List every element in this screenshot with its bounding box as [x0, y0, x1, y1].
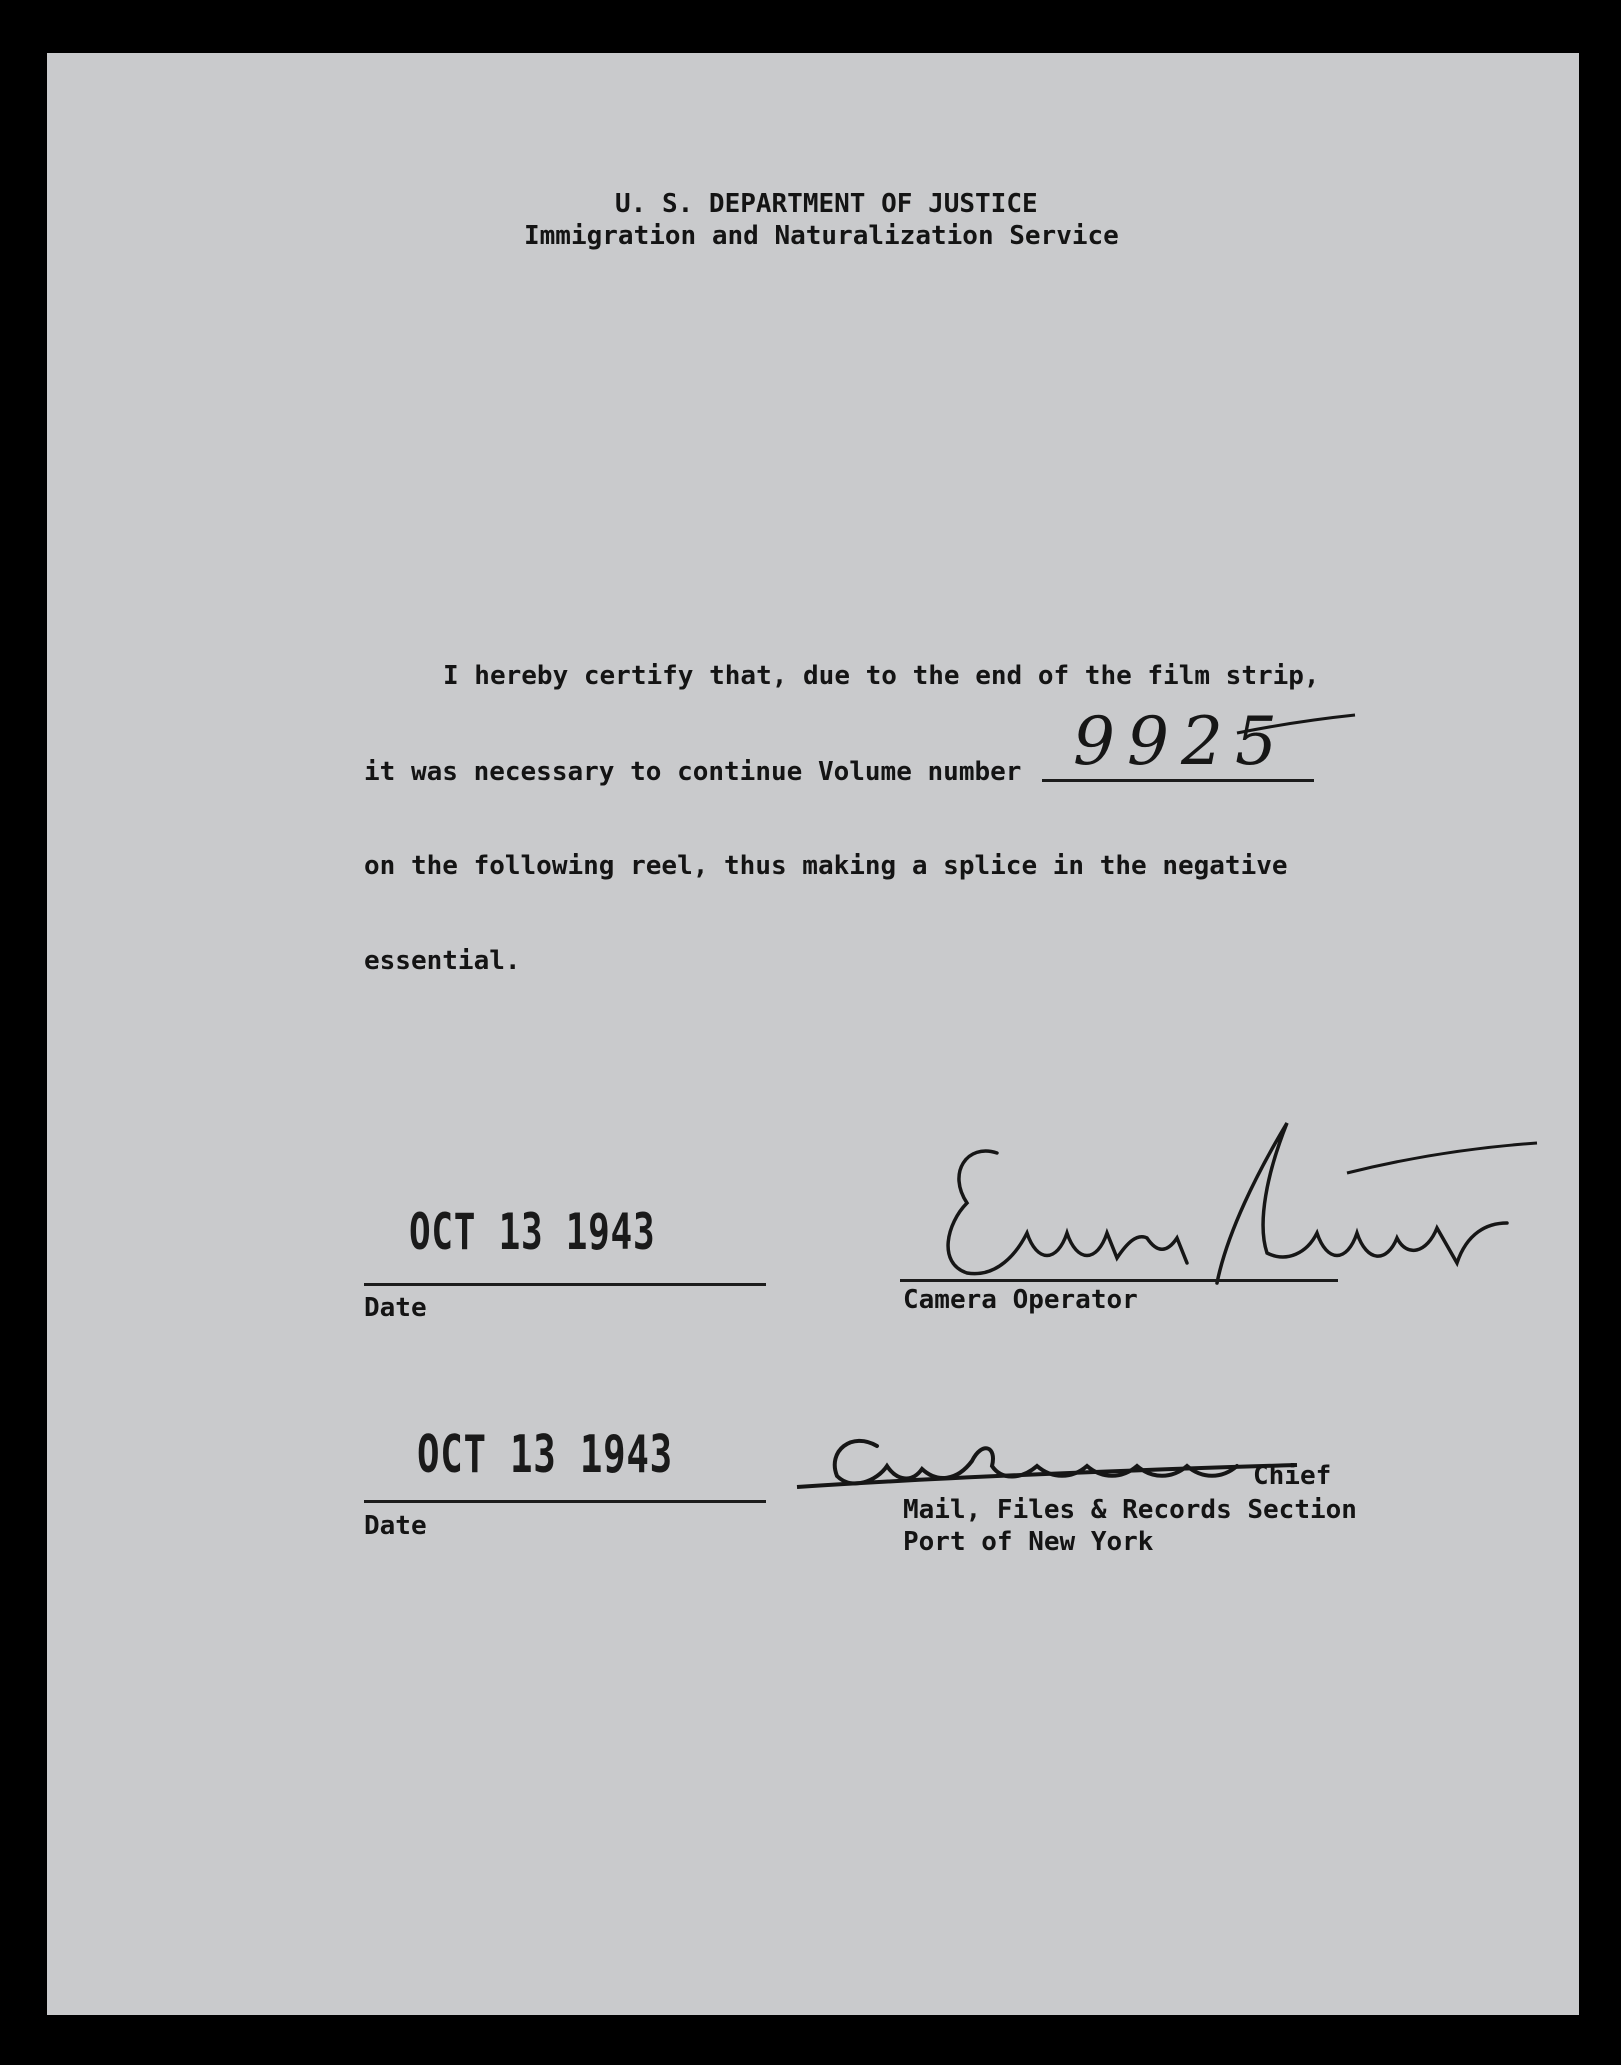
chief-date-line	[364, 1500, 766, 1503]
chief-title-line-1: Mail, Files & Records Section	[903, 1495, 1357, 1525]
header-service: Immigration and Naturalization Service	[524, 221, 1119, 251]
header-department: U. S. DEPARTMENT OF JUSTICE	[615, 189, 1038, 219]
body-line-1: I hereby certify that, due to the end of the film strip,	[443, 661, 1320, 691]
camera-operator-label: Camera Operator	[903, 1285, 1138, 1315]
volume-number-flourish	[1237, 713, 1357, 743]
document-page	[47, 53, 1579, 2015]
chief-date-stamp: OCT 13 1943	[417, 1425, 673, 1485]
chief-signature	[797, 1421, 1317, 1501]
body-line-3: on the following reel, thus making a splice in the negative	[364, 851, 1288, 881]
camera-date-stamp: OCT 13 1943	[409, 1203, 656, 1261]
body-line-2-prefix: it was necessary to continue Volume number	[364, 757, 1022, 787]
camera-date-line	[364, 1283, 766, 1286]
camera-operator-signature	[927, 1113, 1547, 1293]
body-line-4: essential.	[364, 946, 521, 976]
chief-date-label: Date	[364, 1511, 427, 1541]
volume-number-handwritten: 9925	[1073, 703, 1289, 780]
chief-title-line-2: Port of New York	[903, 1527, 1154, 1557]
chief-title-suffix: Chief	[1253, 1461, 1332, 1491]
camera-date-label: Date	[364, 1293, 427, 1323]
camera-operator-line	[900, 1279, 1338, 1282]
